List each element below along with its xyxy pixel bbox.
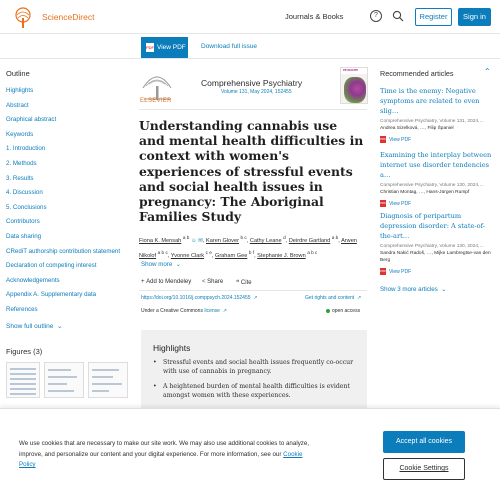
recommended-article-journal: Comprehensive Psychiatry, Volume 130, 2024,… <box>380 183 485 188</box>
search-icon[interactable] <box>392 10 404 22</box>
recommended-article-authors: Andrea Sizelková, …, Filip Španiel <box>380 126 454 131</box>
divider <box>139 290 367 291</box>
highlights-box <box>141 330 367 408</box>
download-full-issue-link[interactable]: Download full issue <box>201 43 258 50</box>
author-name[interactable]: Arwen Nikolof <box>139 237 357 259</box>
author-name[interactable]: Graham Gee <box>214 252 248 259</box>
outline-list <box>6 86 131 320</box>
outline-item-references[interactable]: References <box>6 305 38 313</box>
recommended-heading: Recommended articles <box>380 69 454 78</box>
journal-title[interactable]: Comprehensive Psychiatry <box>201 78 303 88</box>
register-button[interactable]: Register <box>415 8 452 26</box>
outline-item-conclusions[interactable]: 5. Conclusions <box>6 203 47 211</box>
doi-link[interactable] <box>141 295 258 301</box>
chevron-down-icon: ⌄ <box>174 261 181 268</box>
outline-item-contributors[interactable]: Contributors <box>6 218 40 226</box>
share-icon: < <box>202 279 208 285</box>
author-affiliation: c e <box>205 249 212 255</box>
author-affiliation: a b c <box>307 249 318 255</box>
recommended-view-pdf-label: View PDF <box>389 268 412 275</box>
show-full-outline-label: Show full outline <box>6 323 54 330</box>
recommended-article-title[interactable]: Diagnosis of peripartum depression disorder: A state-of-the-art… <box>380 212 486 240</box>
outline-item-acknowledgements[interactable]: Acknowledgements <box>6 276 60 284</box>
cookie-settings-button[interactable]: Cookie Settings <box>383 458 465 480</box>
outline-item-results[interactable]: 3. Results <box>6 174 34 182</box>
figures-heading: Figures (3) <box>6 347 43 356</box>
mail-icon[interactable]: ✉ <box>198 237 203 244</box>
sign-in-button[interactable]: Sign in <box>458 8 491 26</box>
accept-all-cookies-button[interactable]: Accept all cookies <box>383 431 465 453</box>
highlights-list <box>153 358 358 406</box>
outline-heading: Outline <box>6 69 30 78</box>
journal-volume[interactable]: Volume 131, May 2024, 152455 <box>221 89 292 95</box>
journals-books-link[interactable]: Journals & Books <box>285 12 344 21</box>
author-list: Fiona K. Mensah $^{a b}$ ☺ ✉, Karen Glover $^{b c}$, Cathy Leane $^d$, Deirdre Gartland $^{a b}$, Arwen Nikolof $^{a b c}$, Yvonne Clark $^{c e}$, Graham Gee $^{b f}$, Stephanie J. Brown $^{a b c}$ <box>139 235 357 259</box>
person-icon[interactable]: ☺ <box>190 237 197 244</box>
author-name[interactable]: Stephanie J. Brown <box>257 252 306 259</box>
plus-icon: + <box>141 279 147 285</box>
open-access-dot-icon <box>326 309 330 313</box>
add-to-mendeley-label: Add to Mendeley <box>146 279 192 285</box>
author-affiliation: a b <box>331 235 339 240</box>
pdf-icon: PDF <box>380 137 386 141</box>
outline-item-credit-statement[interactable]: CRediT authorship contribution statement <box>6 247 121 255</box>
outline-item-competing-interest[interactable]: Declaration of competing interest <box>6 262 97 270</box>
journal-cover-image[interactable] <box>340 67 368 104</box>
outline-item-appendix[interactable]: Appendix A. Supplementary data <box>6 291 97 299</box>
recommended-article-authors: Christian Montag, …, Hans-Jürgen Rumpf <box>380 190 470 195</box>
top-header <box>0 0 500 34</box>
outline-item-highlights[interactable]: Highlights <box>6 87 34 94</box>
recommended-article-title[interactable]: Time is the enemy: Negative symptoms are related to even slig… <box>380 87 480 115</box>
recommended-view-pdf-link[interactable] <box>380 200 496 207</box>
external-link-icon: ↗ <box>221 308 227 314</box>
show-more-authors-button[interactable] <box>141 261 181 268</box>
brand-name[interactable]: ScienceDirect <box>42 12 95 22</box>
author-affiliation: a b c <box>157 249 168 255</box>
author-affiliation: a b <box>182 235 190 240</box>
pdf-icon: PDF <box>380 201 386 205</box>
author-name[interactable]: Karen Glover <box>205 237 239 244</box>
open-access-label: open access <box>332 308 361 314</box>
highlights-heading: Highlights <box>153 343 191 353</box>
recommended-view-pdf-link[interactable] <box>380 136 496 143</box>
show-more-articles-button[interactable] <box>380 286 446 293</box>
cite-button[interactable] <box>236 279 252 286</box>
highlight-item: • A heightened burden of mental health difficulties is evident amongst women with these experiences. <box>153 382 358 400</box>
open-access-badge <box>332 308 360 314</box>
recommended-article-authors: Sandra Nakić Radoš, …, Mijke Lambregtse-van den Berg <box>380 251 491 263</box>
license-notice <box>141 308 227 314</box>
author-affiliation: b c <box>240 235 247 240</box>
show-full-outline-button[interactable] <box>6 322 62 330</box>
external-link-icon: ↗ <box>251 295 258 301</box>
recommended-view-pdf-link[interactable] <box>380 268 496 275</box>
outline-item-graphical-abstract[interactable]: Graphical abstract <box>6 116 57 124</box>
recommended-article-journal: Comprehensive Psychiatry, Volume 131, 2024,… <box>380 119 485 124</box>
recommended-article <box>380 150 496 207</box>
show-more-label: Show more <box>141 261 173 268</box>
author-affiliation: d <box>283 235 286 240</box>
external-link-icon: ↗ <box>355 295 362 301</box>
cookie-policy-link[interactable]: Cookie Policy <box>19 450 303 468</box>
outline-item-keywords[interactable]: Keywords <box>6 130 34 138</box>
recommended-view-pdf-label: View PDF <box>389 136 412 143</box>
recommended-view-pdf-label: View PDF <box>389 200 412 207</box>
divider <box>139 109 367 110</box>
elsevier-tree-logo[interactable] <box>10 7 36 29</box>
chevron-down-icon: ⌄ <box>439 286 447 293</box>
figure-thumbnails <box>6 362 136 400</box>
help-icon[interactable]: ? <box>370 10 382 22</box>
chevron-up-icon[interactable]: ⌃ <box>484 67 491 76</box>
cite-label: Cite <box>240 280 252 286</box>
author-name[interactable]: Yvonne Clark <box>170 252 205 259</box>
figure-thumbnail[interactable] <box>88 362 128 398</box>
view-pdf-label: View PDF <box>157 44 186 51</box>
pdf-icon: PDF <box>146 45 154 50</box>
author-name[interactable]: Fiona K. Mensah <box>139 237 182 244</box>
publisher-name: ELSEVIER <box>140 98 172 104</box>
author-affiliation: b f <box>248 249 255 255</box>
highlight-item: • Stressful events and social health issues frequently co-occur with use of cannabis in pregnancy. <box>153 358 358 376</box>
get-rights-link[interactable] <box>305 295 361 301</box>
outline-item-discussion[interactable]: 4. Discussion <box>6 189 43 197</box>
pdf-icon: PDF <box>380 269 386 273</box>
rights-text: Get rights and content <box>305 295 355 301</box>
cookie-message <box>19 439 319 471</box>
share-label: Share <box>207 279 224 285</box>
journal-cover-label: PSYCHIATRY <box>343 69 359 72</box>
recommended-article <box>380 211 496 275</box>
outline-item-methods[interactable]: 2. Methods <box>6 159 37 167</box>
recommended-article <box>380 86 496 143</box>
outline-item-abstract[interactable]: Abstract <box>6 101 29 109</box>
article-title: Understanding cannabis use and mental health difficulties in context with women's experiences of stressful events and social health issues in pregnancy: The Aboriginal Families Study <box>139 118 364 225</box>
license-link[interactable]: license <box>204 308 220 314</box>
figure-thumbnail[interactable] <box>44 362 84 398</box>
author-name[interactable]: Cathy Leane <box>249 237 282 244</box>
doi-text: https://doi.org/10.1016/j.comppsych.2024.152455 <box>141 295 251 301</box>
outline-item-introduction[interactable]: 1. Introduction <box>6 145 46 153</box>
recommended-article-title[interactable]: Examining the interplay between internet use disorder tendencies a… <box>380 151 492 179</box>
cookie-message-text: We use cookies that are necessary to make our site work. We may also use additional cookies to analyze, improve, and personalize our content and your digital experience. For more information, see our <box>19 440 310 458</box>
author-name[interactable]: Deirdre Gartland <box>288 237 331 244</box>
recommended-article-journal: Comprehensive Psychiatry, Volume 130, 2024,… <box>380 244 485 249</box>
view-pdf-button[interactable] <box>141 37 188 58</box>
figure-thumbnail[interactable] <box>6 362 40 398</box>
quote-icon: ❝ <box>236 280 241 286</box>
chevron-down-icon: ⌄ <box>55 323 63 330</box>
show-more-articles-label: Show 3 more articles <box>380 286 438 293</box>
license-prefix: Under a Creative Commons <box>141 308 203 314</box>
share-button[interactable] <box>202 279 223 285</box>
add-to-mendeley-button[interactable] <box>141 279 191 285</box>
outline-item-data-sharing[interactable]: Data sharing <box>6 232 42 240</box>
